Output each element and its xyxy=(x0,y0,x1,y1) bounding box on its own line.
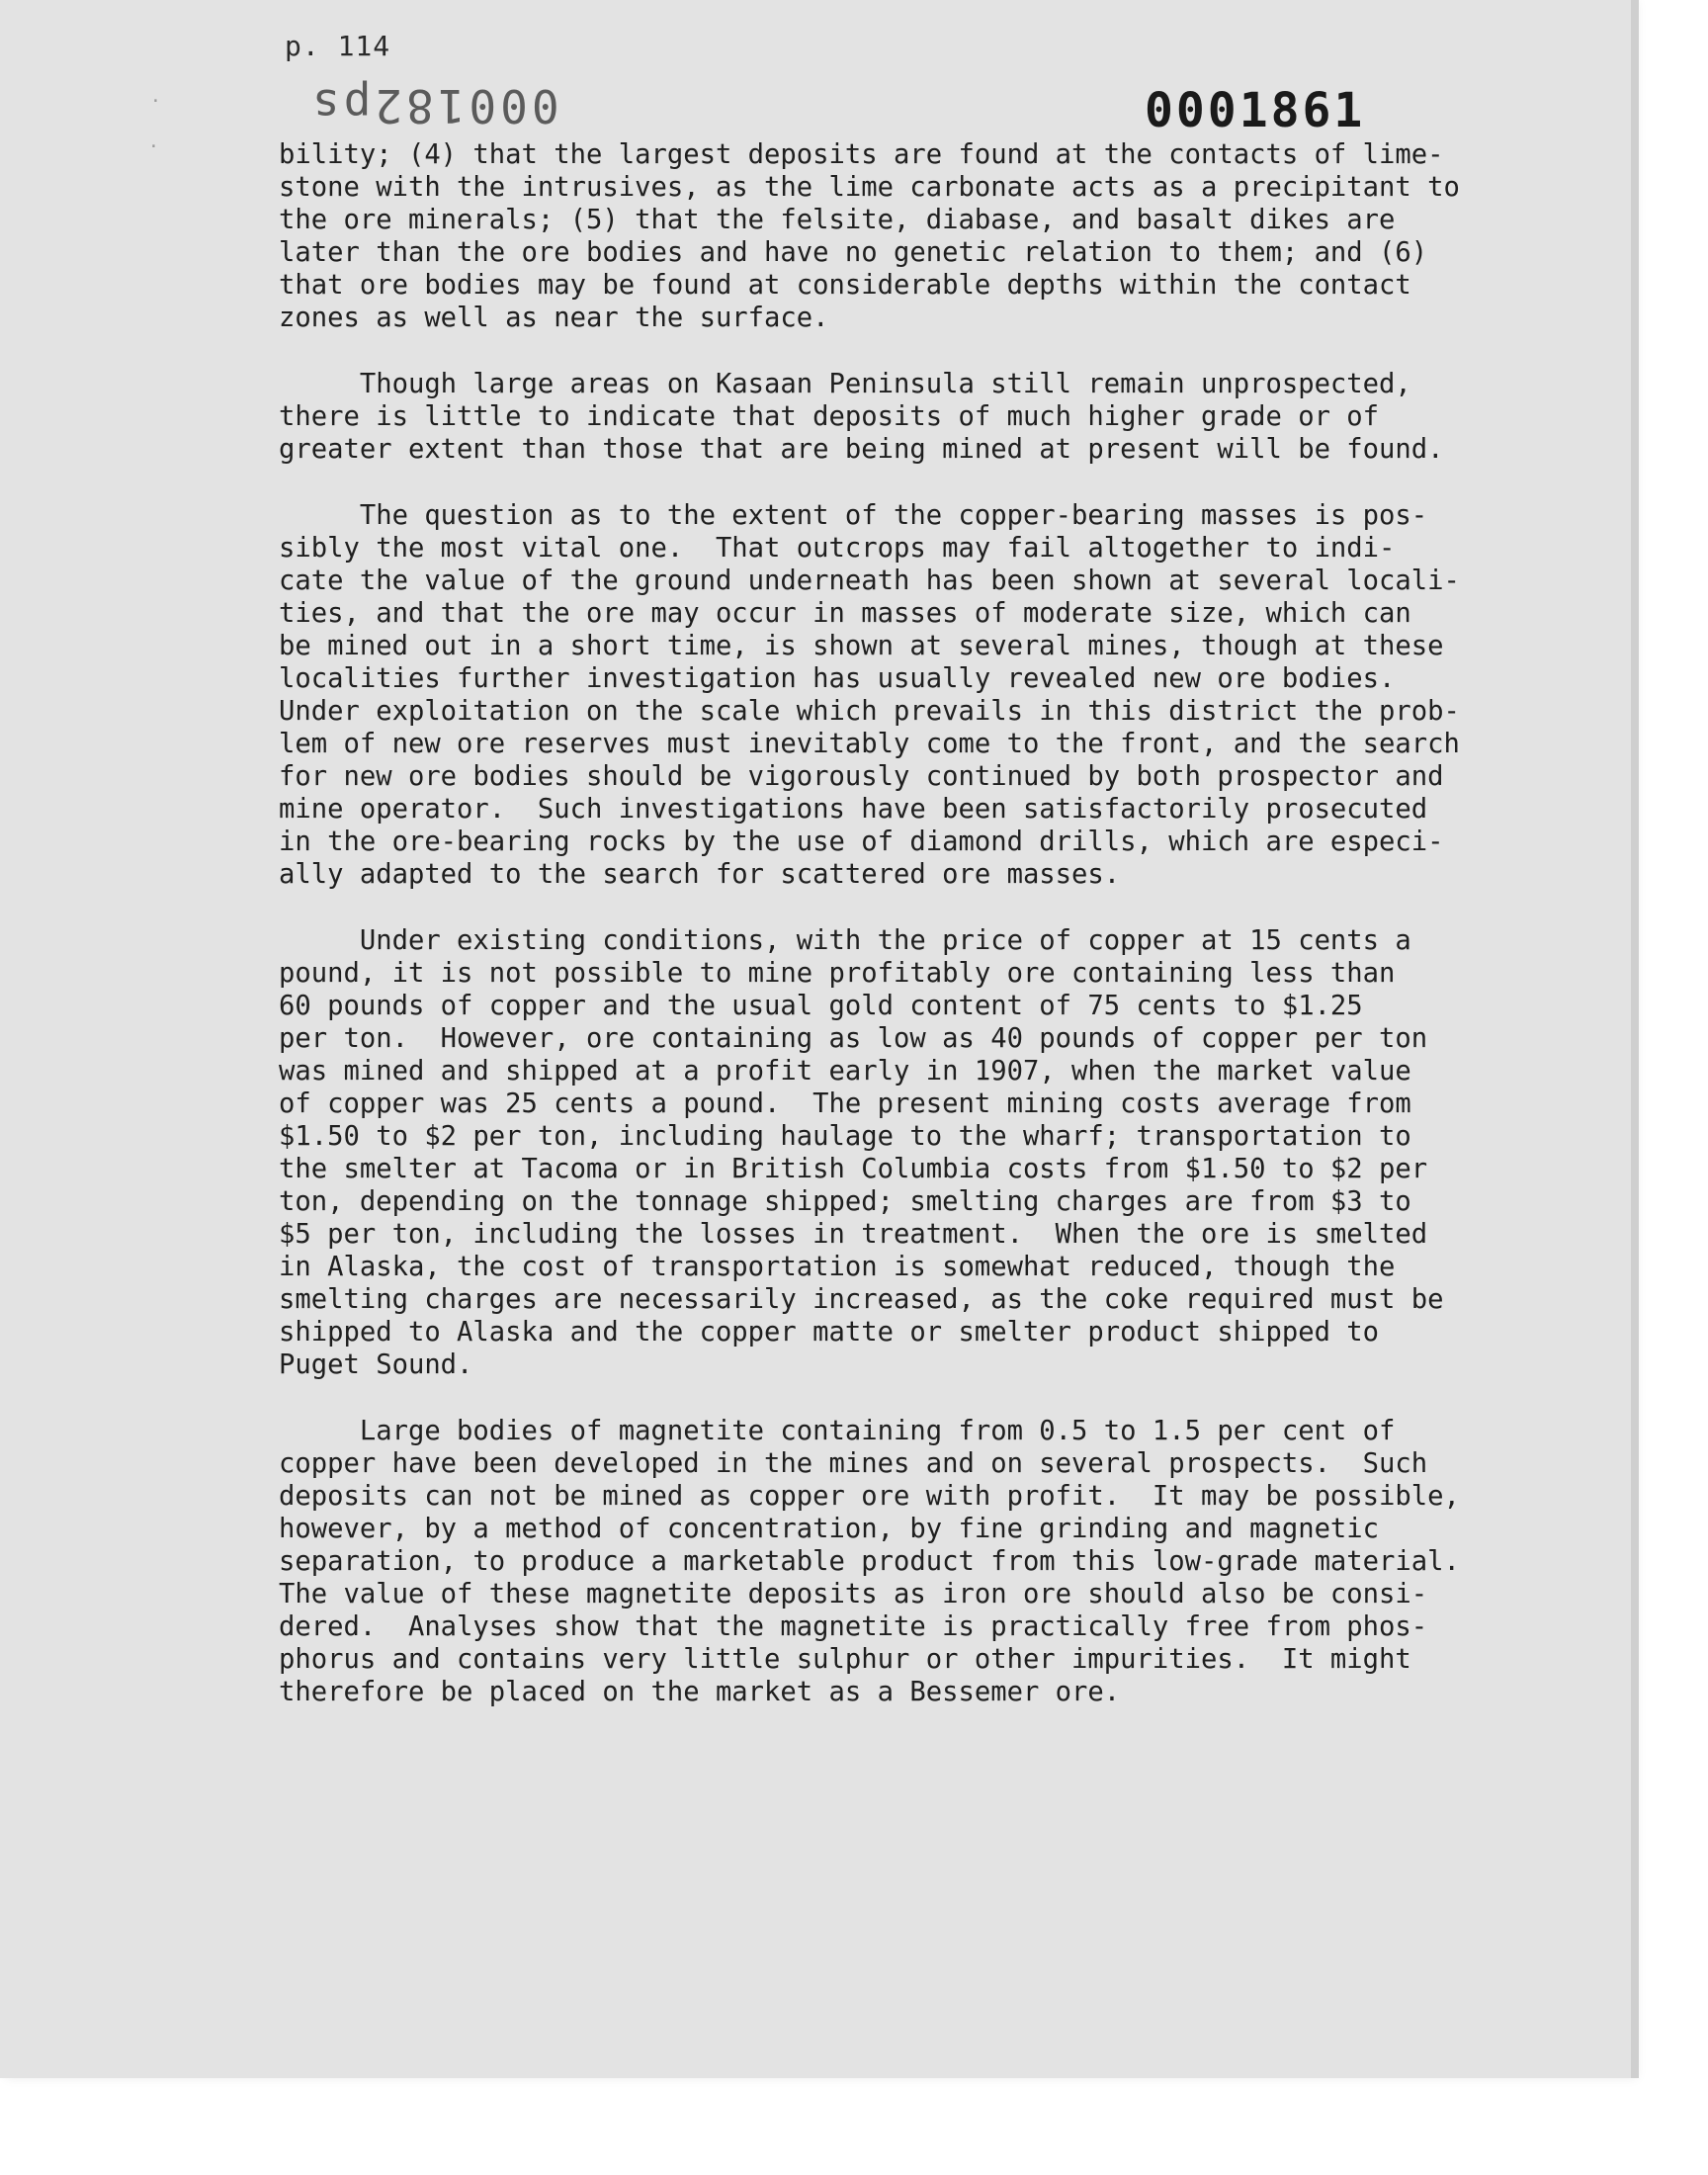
paragraph-2: Though large areas on Kasaan Peninsula still remain unprospected, there is little to indicate that deposits of much higher grade or of greater extent than those that are being mined at present will be found. xyxy=(279,369,1444,465)
paragraph-5: Large bodies of magnetite containing from 0.5 to 1.5 per cent of copper have been developed in the mines and on several prospects. Such deposits can not be mined as copper ore with profit. It may be possible, however, by a method of concentration, by fine grinding and magnetic separation, to produce a marketable product from this low-grade material. The value of these magnetite deposits as iron ore should also be consi- dered. Analyses show that the magnetite is practically free from phos- phorus and contains very little sulphur or other impurities. It might therefore be placed on the market as a Bessemer ore. xyxy=(279,1416,1460,1707)
page-number: p. 114 xyxy=(285,30,391,62)
page-edge xyxy=(1631,0,1639,2078)
paragraph-4: Under existing conditions, with the price of copper at 15 cents a pound, it is not possible to mine profitably ore containing less than 60 pounds of copper and the usual gold content of 75 cents to $1.25 per ton. However, ore containing as low as 40 pounds of copper per ton was mined and shipped at a profit early in 1907, when the market value of copper was 25 cents a pound. The present mining costs average from $1.50 to $2 per ton, including haulage to the wharf; transportation to the smelter at Tacoma or in British Columbia costs from $1.50 to $2 per ton, depending on the tonnage shipped; smelting charges are from $3 to $5 per ton, including the losses in treatment. When the ore is smelted in Alaska, the cost of transportation is somewhat reduced, though the smelting charges are necessarily increased, as the coke required must be shipped to Alaska and the copper matte or smelter product shipped to Puget Sound. xyxy=(279,925,1444,1380)
speck-mark: · xyxy=(148,136,159,157)
stamp-number: 0001861 xyxy=(1145,83,1366,138)
paragraph-3: The question as to the extent of the copper-bearing masses is pos- sibly the most vital one. That outcrops may fail altogether to indi- cate the value of the ground underneath has been shown at several locali- ties, and that the ore may occur in masses of moderate size, which can be mined out in a short time, is shown at several mines, though at these localities further investigation has usually revealed new ore bodies. Under exploitation on the scale which prevails in this district the prob- lem of new ore reserves must inevitably come to the front, and the search for new ore bodies should be vigorously continued by both prospector and mine operator. Such investigations have been satisfactorily prosecuted in the ore-bearing rocks by the use of diamond drills, which are especi- ally adapted to the search for scattered ore masses. xyxy=(279,500,1460,890)
speck-mark: · xyxy=(150,91,161,112)
body-text xyxy=(279,138,1504,1742)
paragraph-1: bility; (4) that the largest deposits are found at the contacts of lime- stone with the intrusives, as the lime carbonate acts as a precipitant to the ore minerals; (5) that the felsite, diabase, and basalt dikes are later than the ore bodies and have no genetic relation to them; and (6) that ore bodies may be found at considerable depths within the contact zones as well as near the surface. xyxy=(279,139,1460,333)
inverted-stamp-number: 000182ps xyxy=(308,79,559,132)
